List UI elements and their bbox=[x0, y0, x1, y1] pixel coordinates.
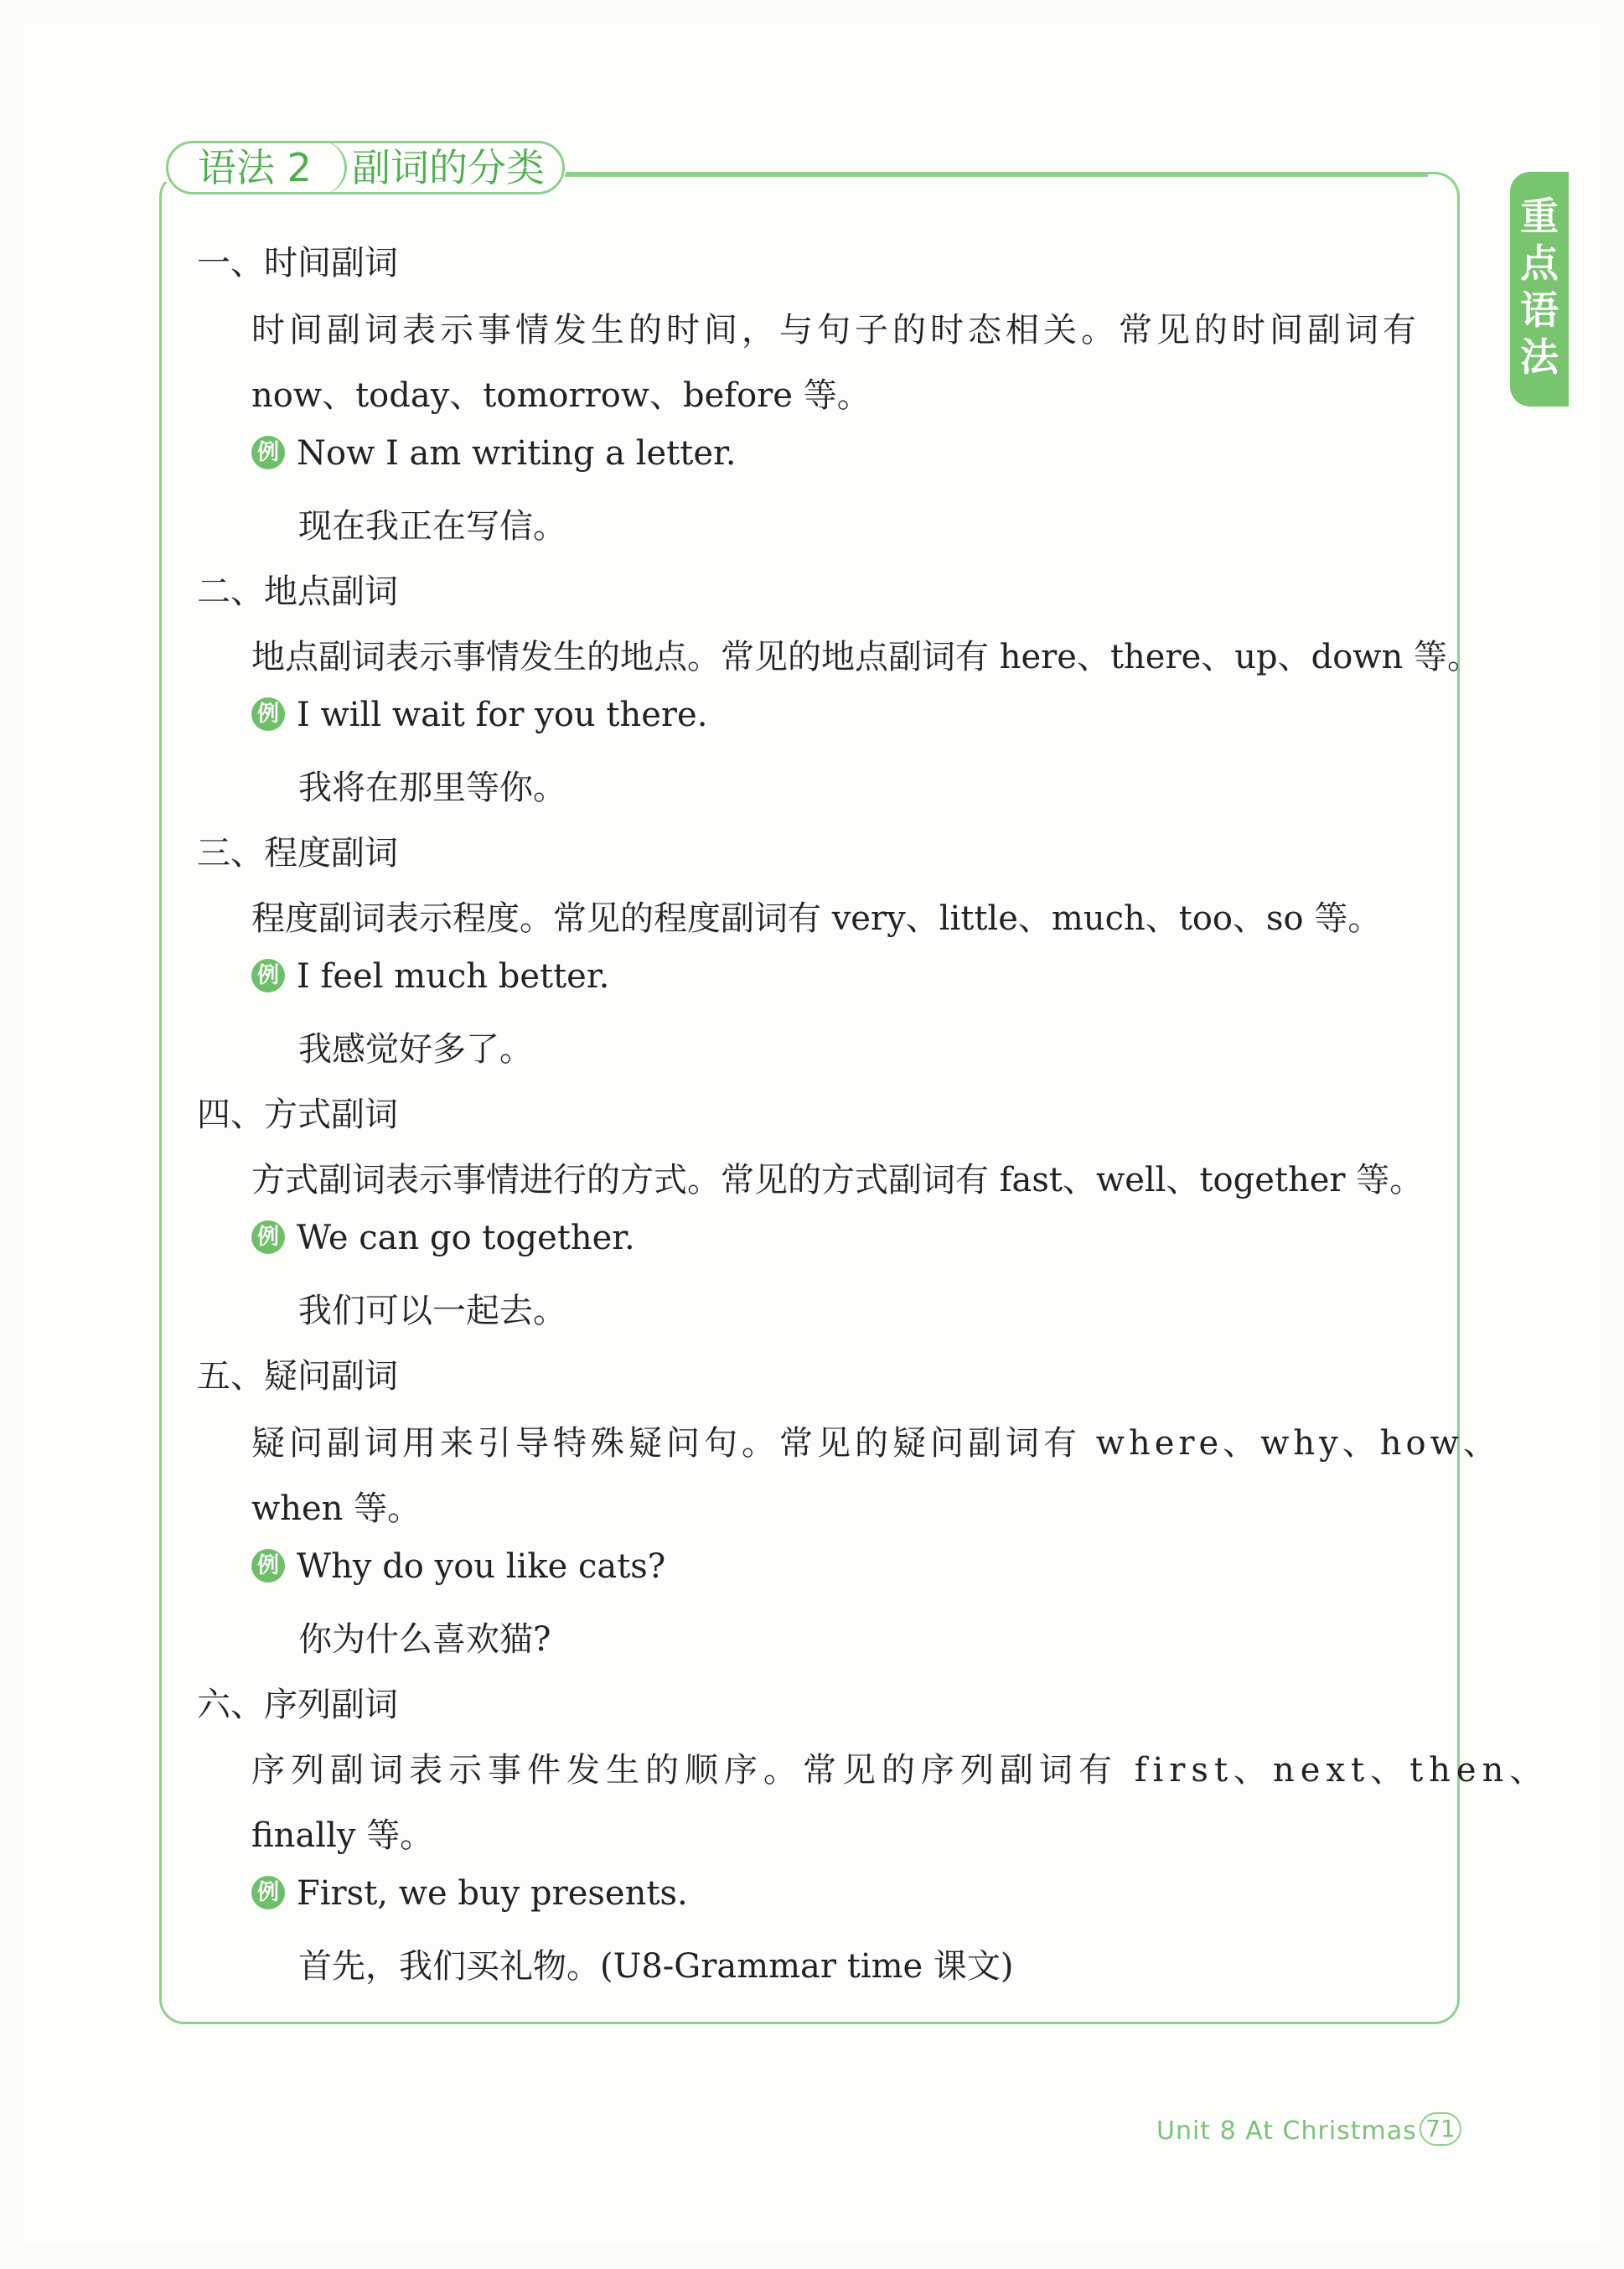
example-text: First, we buy presents. bbox=[297, 1874, 688, 1913]
section-text: 方式副词表示事情进行的方式。常见的方式副词有 fast、well、together 等。 bbox=[251, 1161, 1424, 1199]
footer-unit: Unit 8 At Christmas bbox=[1156, 2116, 1417, 2146]
example-badge-icon: 例 bbox=[251, 1220, 285, 1254]
side-tab-label: 重 点 语 法 bbox=[1520, 194, 1559, 380]
grammar-number: 语法 2 bbox=[198, 145, 312, 190]
example-sentence bbox=[251, 434, 736, 473]
example-sentence bbox=[251, 1219, 635, 1257]
section-heading: 四、方式副词 bbox=[197, 1096, 398, 1134]
section-text: 地点副词表示事情发生的地点。常见的地点副词有 here、there、up、down 等。 bbox=[251, 638, 1482, 676]
section-text: now、today、tomorrow、before 等。 bbox=[251, 376, 871, 415]
section-text: 时间副词表示事情发生的时间，与句子的时态相关。常见的时间副词有 bbox=[251, 311, 1420, 350]
grammar-title: 副词的分类 bbox=[352, 145, 545, 190]
example-text: I feel much better. bbox=[297, 957, 610, 996]
example-text: Why do you like cats? bbox=[297, 1547, 666, 1586]
section-heading: 五、疑问副词 bbox=[197, 1357, 398, 1396]
section-text: finally 等。 bbox=[251, 1816, 434, 1855]
section-heading: 一、时间副词 bbox=[197, 244, 398, 282]
example-badge-icon: 例 bbox=[251, 436, 285, 469]
example-translation: 现在我正在写信。 bbox=[298, 507, 566, 546]
example-translation: 我将在那里等你。 bbox=[298, 769, 566, 807]
example-text: We can go together. bbox=[297, 1219, 635, 1257]
example-translation: 首先，我们买礼物。(U8-Grammar time 课文) bbox=[298, 1947, 1014, 1986]
example-text: I will wait for you there. bbox=[297, 696, 708, 734]
example-translation: 你为什么喜欢猫? bbox=[298, 1620, 551, 1659]
example-sentence bbox=[251, 1547, 665, 1586]
example-badge-icon: 例 bbox=[251, 697, 285, 731]
example-sentence bbox=[251, 957, 609, 996]
example-translation: 我感觉好多了。 bbox=[298, 1030, 533, 1069]
example-sentence bbox=[251, 696, 707, 734]
example-badge-icon: 例 bbox=[251, 1876, 285, 1909]
example-translation: 我们可以一起去。 bbox=[298, 1292, 566, 1330]
example-badge-icon: 例 bbox=[251, 1549, 285, 1583]
example-sentence bbox=[251, 1874, 688, 1913]
section-heading: 六、序列副词 bbox=[197, 1686, 398, 1724]
section-heading: 二、地点副词 bbox=[197, 572, 398, 611]
example-badge-icon: 例 bbox=[251, 959, 285, 992]
section-text: when 等。 bbox=[251, 1489, 422, 1528]
page-number: 71 bbox=[1420, 2112, 1461, 2146]
section-text: 程度副词表示程度。常见的程度副词有 very、little、much、too、so 等。 bbox=[251, 899, 1382, 938]
section-text: 序列副词表示事件发生的顺序。常见的序列副词有 first、next、then、 bbox=[251, 1751, 1549, 1790]
section-heading: 三、程度副词 bbox=[197, 834, 398, 873]
example-text: Now I am writing a letter. bbox=[297, 434, 737, 473]
section-text: 疑问副词用来引导特殊疑问句。常见的疑问副词有 where、why、how、 bbox=[251, 1424, 1501, 1463]
title-rule bbox=[565, 174, 1428, 177]
